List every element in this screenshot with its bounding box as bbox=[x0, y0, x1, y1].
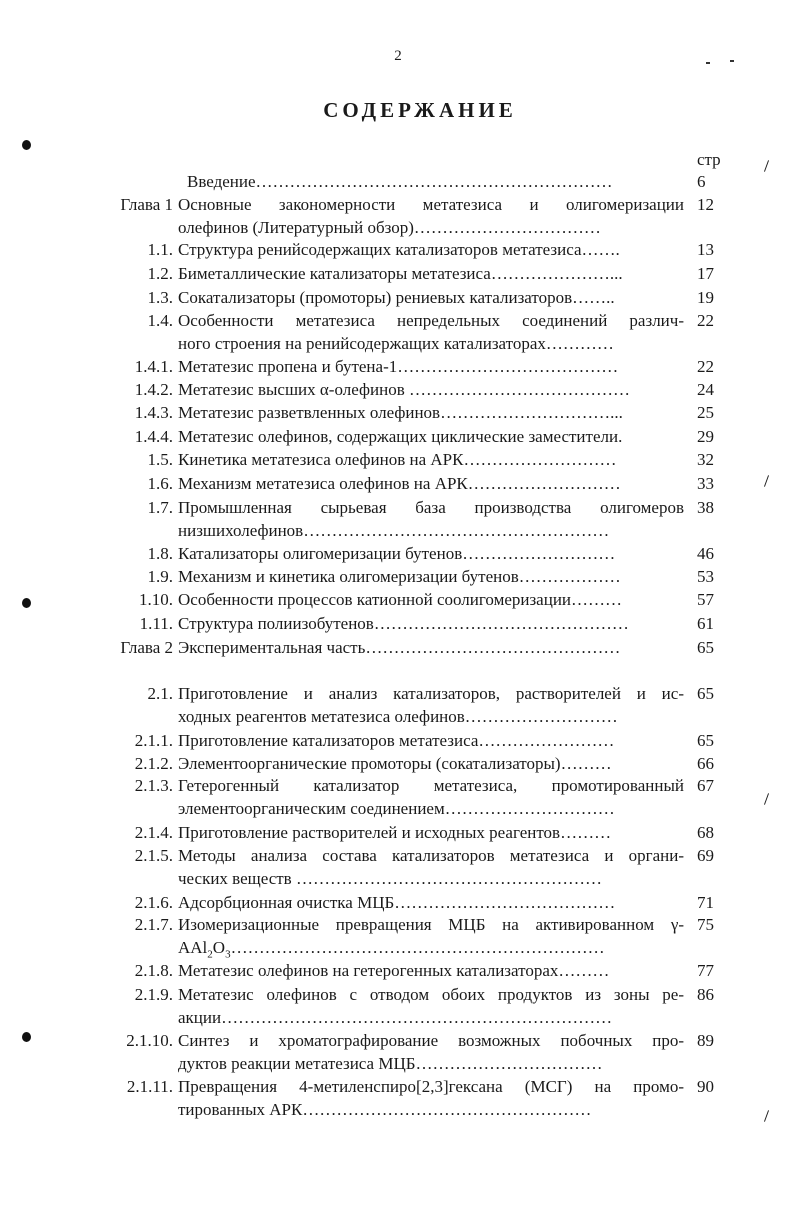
toc-entry-text: Метатезис разветвленных олефинов…………………………... bbox=[178, 403, 623, 422]
punch-hole-mark bbox=[22, 598, 31, 608]
toc-entry-number: 2.1.9. bbox=[134, 985, 173, 1004]
toc-entry-text: Метатезис олефинов на гетерогенных катализаторах……… bbox=[178, 961, 610, 980]
toc-entry-number: 1.5. bbox=[147, 450, 173, 469]
toc-entry-page: 71 bbox=[697, 893, 714, 912]
punch-hole-mark bbox=[22, 1032, 31, 1042]
toc-entry-number: 2.1.11. bbox=[126, 1077, 173, 1096]
toc-entry-text: Катализаторы олигомеризации бутенов……………………… bbox=[178, 544, 616, 563]
toc-entry-page: 77 bbox=[697, 961, 714, 980]
toc-entry-page: 46 bbox=[697, 544, 714, 563]
scan-tick-mark bbox=[764, 475, 769, 487]
toc-entry-page: 61 bbox=[697, 614, 714, 633]
toc-entry-number: 2.1.5. bbox=[134, 846, 173, 865]
scan-tick-mark bbox=[764, 1110, 769, 1122]
toc-entry-page: 90 bbox=[697, 1077, 714, 1096]
toc-entry-text: Изомеризационные превращения МЦБ на активированном γ- bbox=[178, 915, 684, 934]
toc-entry-text: Экспериментальная часть……………………………………… bbox=[178, 638, 621, 657]
toc-entry-number: 2.1.7. bbox=[134, 915, 173, 934]
toc-entry-text: Структура полиизобутенов……………………………………… bbox=[178, 614, 629, 633]
toc-entry-page: 65 bbox=[697, 638, 714, 657]
page-title: СОДЕРЖАНИЕ bbox=[323, 98, 517, 122]
toc-entry-text: Сокатализаторы (промоторы) рениевых катализаторов…….. bbox=[178, 288, 615, 307]
toc-entry-number: 1.4.2. bbox=[134, 380, 173, 399]
toc-entry-page: 75 bbox=[697, 915, 714, 934]
toc-entry-text: Превращения 4-метиленспиро[2,3]гексана (МСГ) на промо- bbox=[178, 1077, 684, 1096]
toc-entry-number: 1.11. bbox=[139, 614, 173, 633]
toc-entry-page: 32 bbox=[697, 450, 714, 469]
toc-entry-text: Особенности процессов катионной соолигомеризации……… bbox=[178, 590, 623, 609]
toc-entry-text: Промышленная сырьевая база производства олигомеров bbox=[178, 498, 684, 517]
scan-speck bbox=[706, 62, 710, 64]
toc-entry-text: Синтез и хроматографирование возможных побочных про- bbox=[178, 1031, 684, 1050]
page-number: 2 bbox=[394, 48, 402, 64]
toc-entry-page: 13 bbox=[697, 240, 714, 259]
toc-entry-page: 65 bbox=[697, 684, 714, 703]
toc-entry-number: 1.9. bbox=[147, 567, 173, 586]
toc-entry-number: 2.1.1. bbox=[134, 731, 173, 750]
toc-entry-text: Метатезис олефинов, содержащих циклические заместители. bbox=[178, 427, 623, 446]
toc-entry-text: ного строения на ренийсодержащих катализаторах………… bbox=[178, 334, 614, 353]
toc-entry-text: олефинов (Литературный обзор)…………………………… bbox=[178, 218, 601, 237]
toc-entry-number: 1.4.3. bbox=[134, 403, 173, 422]
toc-entry-text: Введение……………………………………………………… bbox=[187, 172, 613, 191]
toc-entry-text: тированных АРК…………………………………………… bbox=[178, 1100, 592, 1119]
toc-entry-number: 1.7. bbox=[147, 498, 173, 517]
toc-entry-page: 86 bbox=[697, 985, 714, 1004]
toc-entry-page: 53 bbox=[697, 567, 714, 586]
toc-entry-page: 22 bbox=[697, 357, 714, 376]
scan-tick-mark bbox=[764, 793, 769, 805]
toc-entry-number: 1.1. bbox=[147, 240, 173, 259]
toc-entry-text: Особенности метатезиса непредельных соединений различ- bbox=[178, 311, 684, 330]
toc-entry-text: Элементоорганические промоторы (сокатализаторы)……… bbox=[178, 754, 612, 773]
toc-entry-number: 2.1.4. bbox=[134, 823, 173, 842]
toc-entry-number: 1.10. bbox=[139, 590, 173, 609]
toc-entry-text: низшихолефинов……………………………………………… bbox=[178, 521, 610, 540]
toc-entry-text: Приготовление растворителей и исходных реагентов……… bbox=[178, 823, 612, 842]
toc-entry-text: Приготовление и анализ катализаторов, растворителей и ис- bbox=[178, 684, 684, 703]
toc-entry-number: 2.1.2. bbox=[134, 754, 173, 773]
toc-entry-page: 33 bbox=[697, 474, 714, 493]
scan-tick-mark bbox=[764, 160, 769, 172]
toc-entry-page: 12 bbox=[697, 195, 714, 214]
toc-entry-page: 6 bbox=[697, 172, 706, 191]
toc-entry-number: 1.8. bbox=[147, 544, 173, 563]
toc-entry-text: Адсорбционная очистка МЦБ………………………………… bbox=[178, 893, 616, 912]
toc-entry-number: 2.1.10. bbox=[126, 1031, 173, 1050]
toc-entry-number: 1.4. bbox=[147, 311, 173, 330]
page-column-header: стр bbox=[697, 150, 721, 169]
toc-entry-number: 2.1.3. bbox=[134, 776, 173, 795]
toc-entry-text: $AAl_2O_3\dots\dots\dots\dots\dots\dots\dots\dots\dots\dots\dots\dots\dots\dots\dots\dots\dots\dots\dots\dots\dots\dots$ bbox=[178, 938, 605, 961]
toc-entry-text: Приготовление катализаторов метатезиса…………………… bbox=[178, 731, 615, 750]
toc-entry-text: Кинетика метатезиса олефинов на АРК……………………… bbox=[178, 450, 617, 469]
toc-entry-page: 67 bbox=[697, 776, 714, 795]
toc-entry-number: 1.4.4. bbox=[134, 427, 173, 446]
toc-entry-text: акции…………………………………………………………… bbox=[178, 1008, 613, 1027]
toc-entry-page: 19 bbox=[697, 288, 714, 307]
toc-entry-text: Метатезис олефинов с отводом обоих продуктов из зоны ре- bbox=[178, 985, 684, 1004]
toc-entry-number: Глава 1 bbox=[120, 195, 173, 214]
toc-entry-number: 2.1. bbox=[147, 684, 173, 703]
toc-entry-text: Гетерогенный катализатор метатезиса, промотированный bbox=[178, 776, 684, 795]
toc-entry-page: 69 bbox=[697, 846, 714, 865]
toc-entry-number: 1.4.1. bbox=[134, 357, 173, 376]
toc-entry-text: Структура ренийсодержащих катализаторов метатезиса……. bbox=[178, 240, 620, 259]
toc-entry-text: дуктов реакции метатезиса МЦБ…………………………… bbox=[178, 1054, 603, 1073]
toc-entry-number: 2.1.8. bbox=[134, 961, 173, 980]
toc-entry-number: 1.3. bbox=[147, 288, 173, 307]
toc-entry-text: Механизм метатезиса олефинов на АРК……………………… bbox=[178, 474, 621, 493]
scan-speck bbox=[730, 60, 734, 62]
toc-entry-text: Биметаллические катализаторы метатезиса…………………... bbox=[178, 264, 623, 283]
toc-entry-page: 66 bbox=[697, 754, 714, 773]
toc-entry-text: Метатезис высших α-олефинов ………………………………… bbox=[178, 380, 630, 399]
toc-entry-text: ческих веществ ……………………………………………… bbox=[178, 869, 602, 888]
toc-entry-page: 68 bbox=[697, 823, 714, 842]
toc-entry-page: 24 bbox=[697, 380, 714, 399]
toc-entry-page: 17 bbox=[697, 264, 714, 283]
toc-entry-page: 57 bbox=[697, 590, 714, 609]
toc-entry-text: ходных реагентов метатезиса олефинов……………………… bbox=[178, 707, 618, 726]
toc-entry-number: 2.1.6. bbox=[134, 893, 173, 912]
toc-entry-text: элементоорганическим соединением………………………… bbox=[178, 799, 615, 818]
toc-entry-number: 1.2. bbox=[147, 264, 173, 283]
toc-entry-page: 65 bbox=[697, 731, 714, 750]
toc-entry-text: Механизм и кинетика олигомеризации бутенов……………… bbox=[178, 567, 621, 586]
toc-entry-number: 1.6. bbox=[147, 474, 173, 493]
toc-entry-page: 29 bbox=[697, 427, 714, 446]
toc-entry-text: Метатезис пропена и бутена-1………………………………… bbox=[178, 357, 619, 376]
toc-entry-page: 38 bbox=[697, 498, 714, 517]
toc-entry-page: 89 bbox=[697, 1031, 714, 1050]
toc-entry-page: 25 bbox=[697, 403, 714, 422]
punch-hole-mark bbox=[22, 140, 31, 150]
toc-entry-page: 22 bbox=[697, 311, 714, 330]
toc-entry-number: Глава 2 bbox=[120, 638, 173, 657]
toc-entry-text: Методы анализа состава катализаторов метатезиса и органи- bbox=[178, 846, 684, 865]
toc-entry-text: Основные закономерности метатезиса и олигомеризации bbox=[178, 195, 684, 214]
